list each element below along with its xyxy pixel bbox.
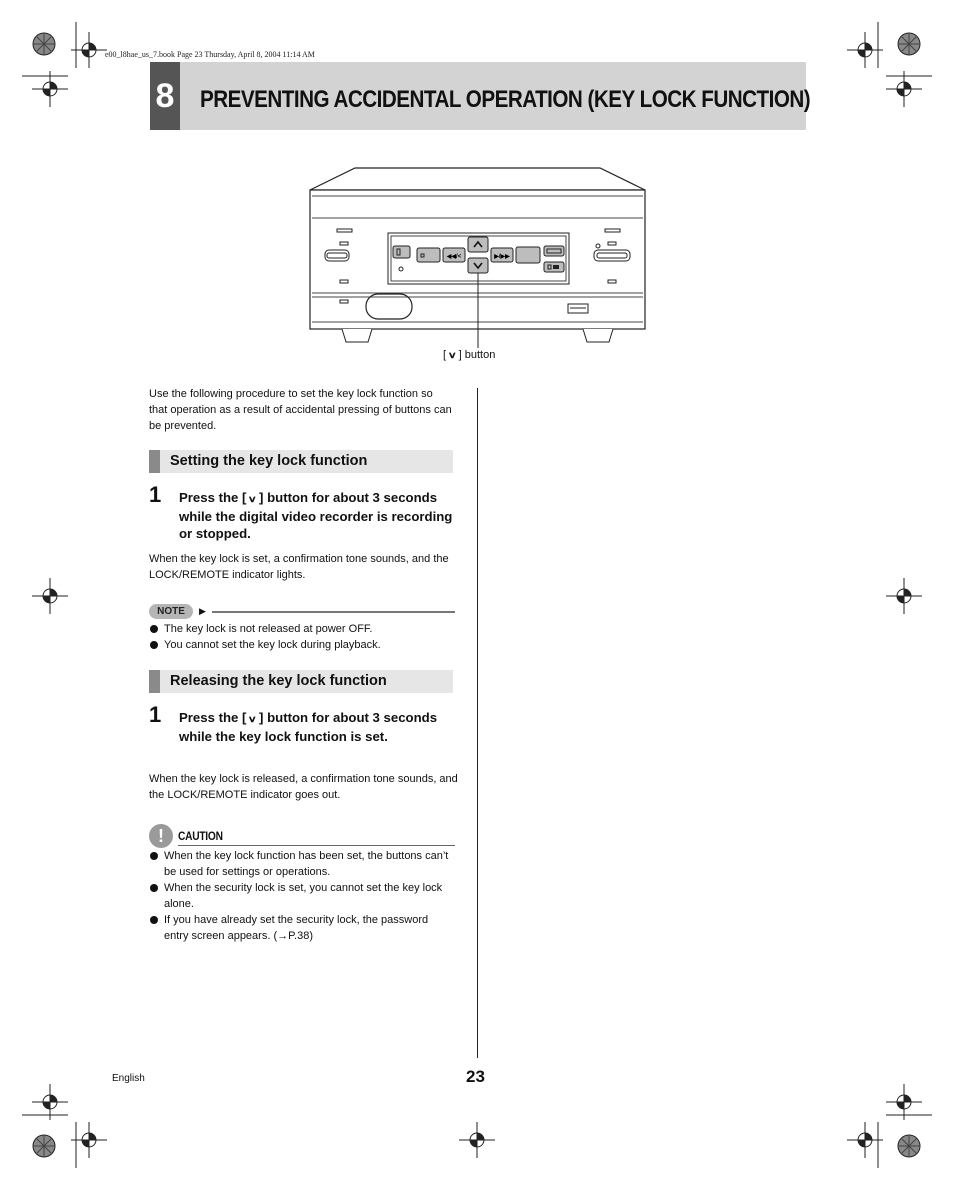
chevron-down-icon: ∨: [447, 350, 457, 360]
ff-button-label: ▶/▶▶: [494, 254, 510, 260]
caution-list: [149, 848, 454, 944]
column-divider: [477, 388, 478, 1058]
caution-rule: [178, 845, 455, 846]
step-text-after: ] button for about 3 seconds while the key lock function is set.: [179, 710, 438, 744]
section-heading-release: [149, 670, 453, 693]
section-tab: [149, 450, 160, 473]
caution-icon: !: [149, 824, 173, 848]
list-item: When the key lock function has been set, the buttons can’t be used for settings or operations.: [149, 848, 454, 880]
bullet-icon: [150, 625, 158, 633]
caution-label: CAUTION: [178, 829, 223, 843]
step-instruction-set: [179, 489, 459, 542]
step-number: 1: [149, 482, 162, 507]
list-item: When the security lock is set, you cannot set the key lock alone.: [149, 880, 454, 912]
section-heading-set-text: Setting the key lock function: [170, 453, 368, 469]
section-heading-release-text: Releasing the key lock function: [170, 673, 387, 689]
play-arrow-icon: ▶: [199, 606, 206, 616]
release-result-paragraph: When the key lock is released, a confirmation tone sounds, and the LOCK/REMOTE indicator goes out.: [149, 773, 458, 801]
set-result-paragraph: When the key lock is set, a confirmation tone sounds, and the LOCK/REMOTE indicator lights.: [149, 553, 449, 581]
step-number: 1: [149, 702, 162, 727]
down-button-callout: [443, 349, 495, 361]
print-info: e00_l8hae_us_7.book Page 23 Thursday, April 8, 2004 11:14 AM: [105, 50, 315, 59]
list-item: If you have already set the security lock, the password entry screen appears. (→P.38): [149, 912, 454, 944]
note-list: [149, 621, 459, 653]
footer-language: English: [112, 1073, 145, 1084]
bullet-icon: [150, 852, 158, 860]
color-bar-icon: [898, 1135, 920, 1157]
chevron-down-icon: ∨: [248, 494, 258, 504]
bullet-icon: [150, 884, 158, 892]
note-badge: NOTE: [149, 604, 193, 619]
chevron-down-icon: ∨: [248, 714, 258, 724]
dvr-front-panel-figure: [0, 0, 954, 360]
chapter-title: PREVENTING ACCIDENTAL OPERATION (KEY LOCK FUNCTION): [200, 86, 811, 113]
note-rule: [212, 611, 455, 613]
step-text-before: Press the [: [179, 710, 247, 725]
bullet-icon: [150, 641, 158, 649]
callout-close: ] button: [458, 349, 496, 361]
list-item: The key lock is not released at power OFF.: [149, 621, 459, 637]
page-number: 23: [466, 1067, 485, 1086]
list-item: You cannot set the key lock during playback.: [149, 637, 459, 653]
step-text-after: ] button for about 3 seconds while the digital video recorder is recording or stopped.: [179, 490, 453, 541]
color-bar-icon: [33, 1135, 55, 1157]
section-tab: [149, 670, 160, 693]
step-instruction-release: [179, 709, 459, 745]
chapter-number: 8: [150, 62, 180, 130]
step-text-before: Press the [: [179, 490, 247, 505]
rewind-button-label: ◀◀/<: [446, 254, 462, 260]
callout-open: [: [443, 349, 447, 361]
intro-paragraph: Use the following procedure to set the key lock function so that operation as a result of accidental pressing of buttons can be prevented.: [149, 388, 452, 432]
section-heading-set: [149, 450, 453, 473]
bullet-icon: [150, 916, 158, 924]
